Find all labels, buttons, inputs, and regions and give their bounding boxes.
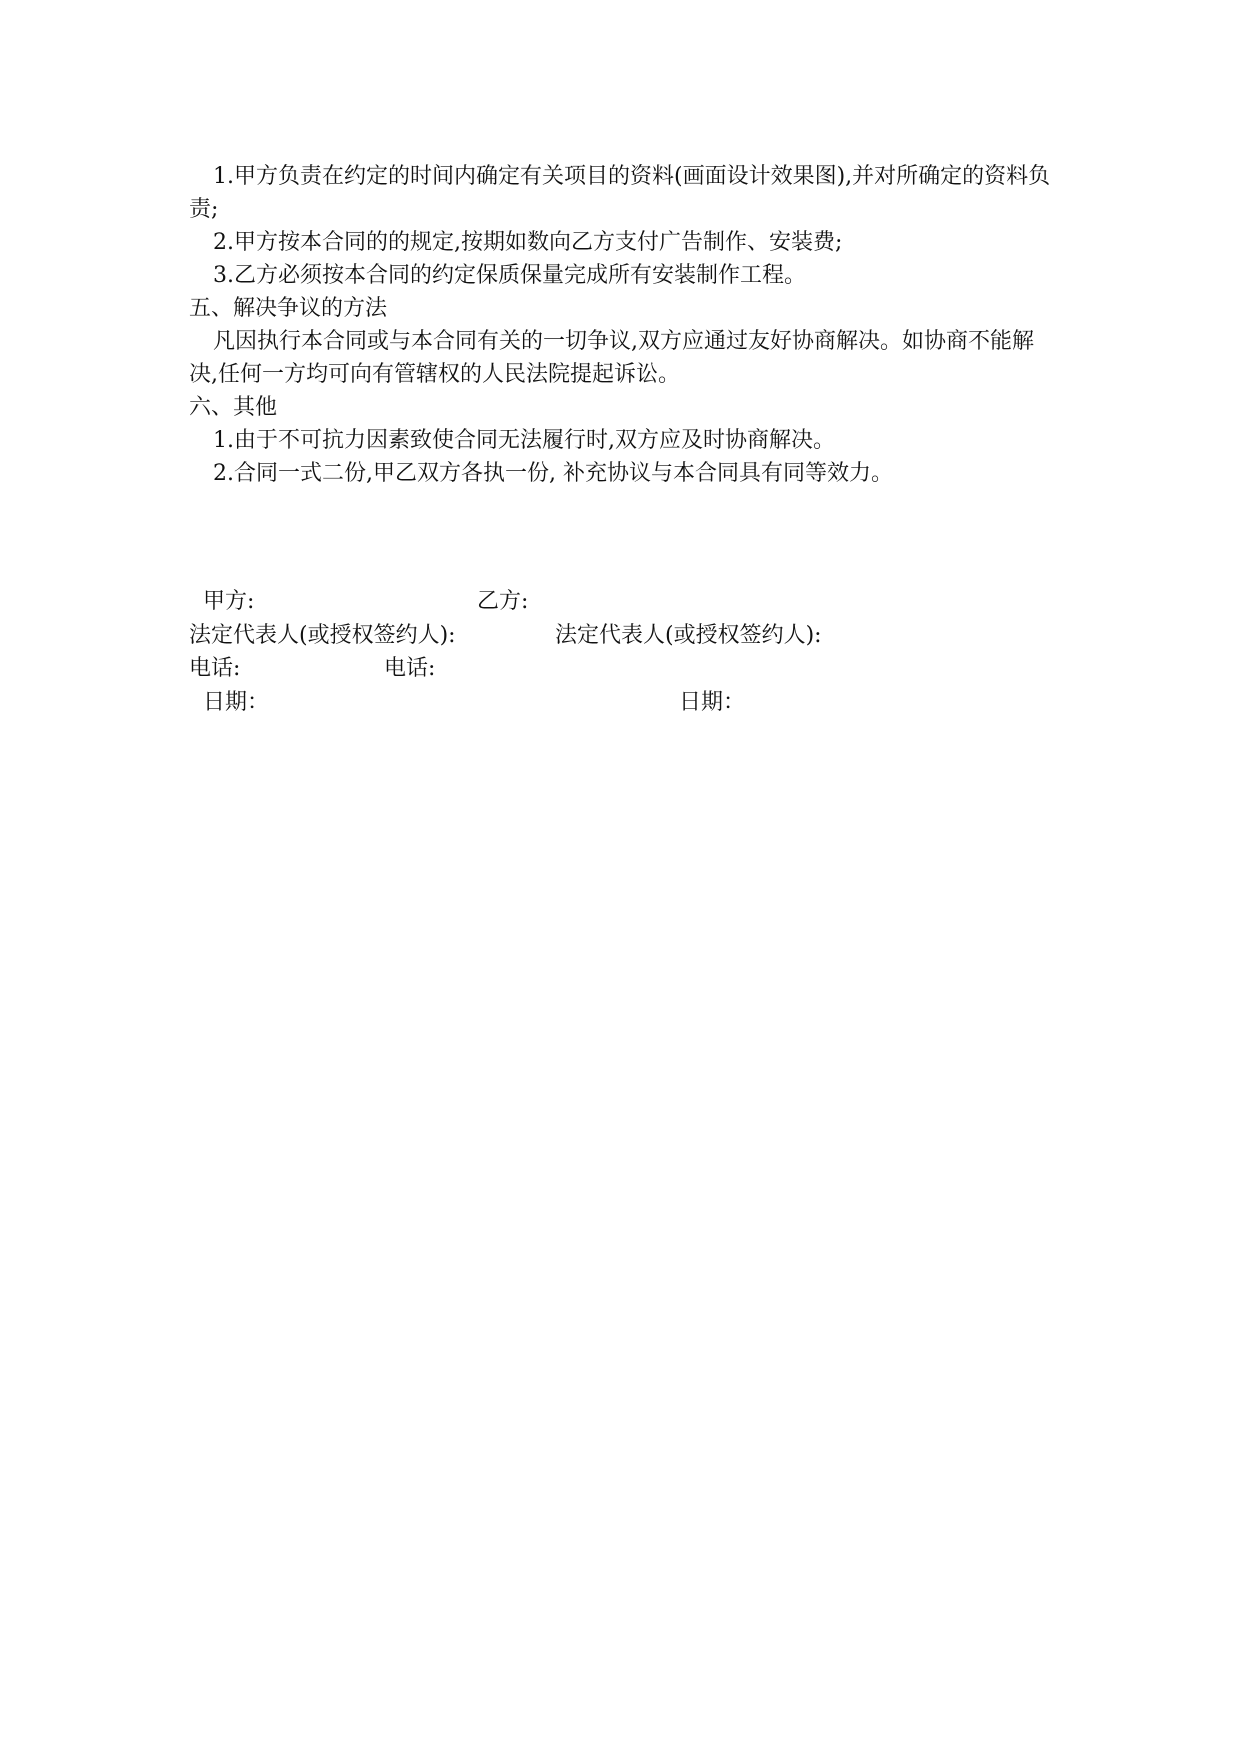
section6-item2: 2.合同一式二份,甲乙双方各执一份, 补充协议与本合同具有同等效力。 — [213, 461, 893, 486]
party-a-label: 甲方: — [203, 589, 255, 614]
phone-b-label: 电话: — [384, 656, 436, 681]
date-a-label: 日期： — [203, 690, 270, 715]
section6-item1: 1.由于不可抗力因素致使合同无法履行时,双方应及时协商解决。 — [213, 428, 835, 453]
section4-item1: 1.甲方负责在约定的时间内确定有关项目的资料(画面设计效果图),并对所确定的资料负责; — [189, 164, 1051, 222]
section6-heading: 六、其他 — [189, 395, 278, 420]
section4-item2: 2.甲方按本合同的的规定,按期如数向乙方支付广告制作、安装费; — [213, 230, 843, 255]
rep-b-label: 法定代表人(或授权签约人): — [555, 623, 822, 648]
party-b-label: 乙方: — [477, 589, 529, 614]
contract-body — [189, 160, 1059, 490]
phone-a-label: 电话: — [189, 656, 241, 681]
rep-a-label: 法定代表人(或授权签约人): — [189, 623, 456, 648]
section5-heading: 五、解决争议的方法 — [189, 296, 388, 321]
section4-item3: 3.乙方必须按本合同的约定保质保量完成所有安装制作工程。 — [213, 263, 806, 288]
section5-text: 凡因执行本合同或与本合同有关的一切争议,双方应通过友好协商解决。如协商不能解决,任何一方均可向有管辖权的人民法院提起诉讼。 — [189, 329, 1034, 387]
date-b-label: 日期： — [679, 690, 746, 715]
